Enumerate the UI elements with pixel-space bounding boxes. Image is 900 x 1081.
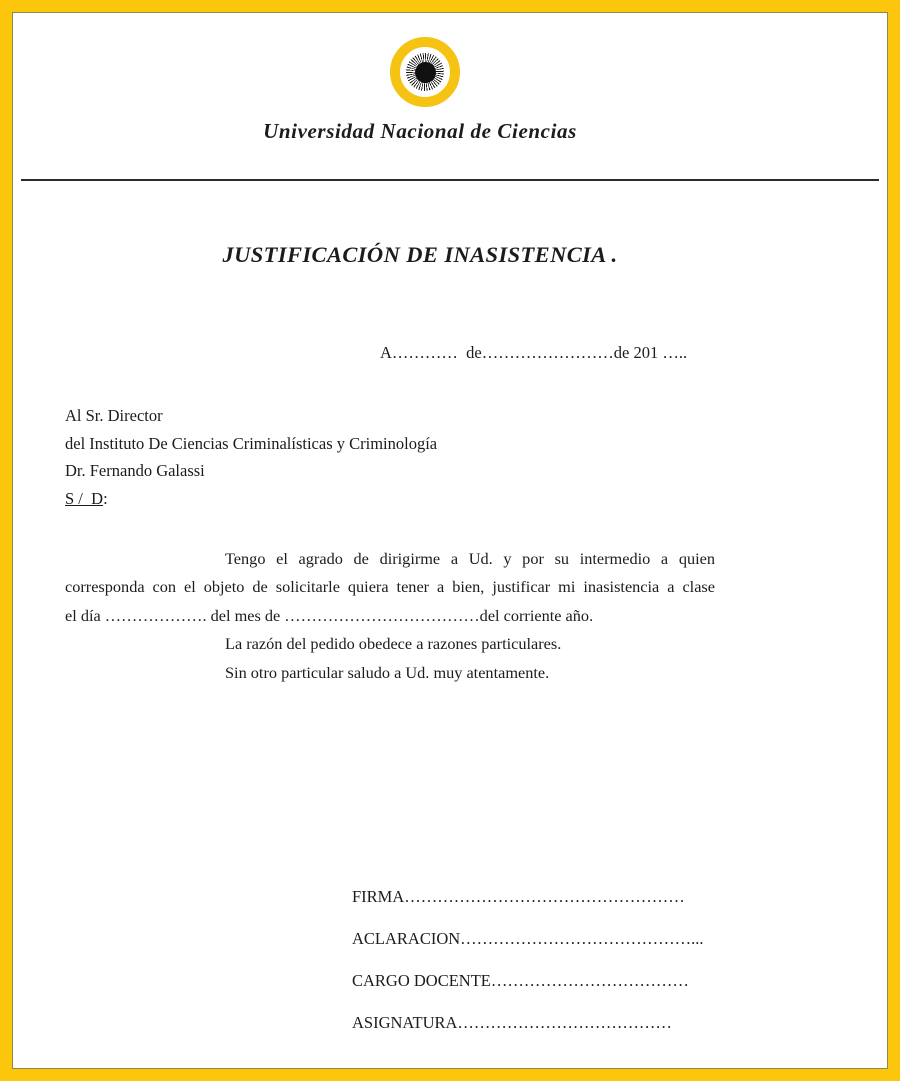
- date-fill-line: A………… de……………………de 201 …..: [380, 343, 688, 362]
- recipient-line: Al Sr. Director: [65, 406, 163, 425]
- body-line: corresponda con el objeto de solicitarle quiera tener a bien, justificar mi inasistencia a clase: [65, 577, 715, 597]
- recipient-block: [65, 402, 437, 512]
- header-divider: [21, 179, 879, 181]
- body-line: Sin otro particular saludo a Ud. muy atentamente.: [225, 662, 550, 682]
- recipient-line: del Instituto De Ciencias Criminalísticas y Criminología: [65, 433, 438, 453]
- document-page: [12, 12, 888, 1069]
- signature-fill-line-asignatura: ASIGNATURA…………………………………: [352, 1013, 672, 1032]
- letter-body: [65, 545, 715, 687]
- recipient-line: Dr. Fernando Galassi: [65, 461, 205, 481]
- salutation: S / D: [65, 488, 104, 508]
- signature-fill-line-cargo-docente: CARGO DOCENTE………………………………: [352, 971, 689, 990]
- body-line: el día ………………. del mes de ………………………………del corriente año.: [65, 605, 594, 625]
- signature-block: [352, 876, 704, 1044]
- body-line: Tengo el agrado de dirigirme a Ud. y por su intermedio a quien: [225, 549, 715, 568]
- body-line: La razón del pedido obedece a razones particulares.: [225, 634, 562, 654]
- signature-fill-line-aclaracion: ACLARACION……………………………………...: [352, 929, 704, 948]
- salutation-line: [65, 485, 437, 513]
- university-logo-icon: [390, 37, 460, 107]
- salutation-colon: :: [103, 488, 108, 508]
- document-title: JUSTIFICACIÓN DE INASISTENCIA .: [222, 242, 618, 267]
- sun-icon: [406, 53, 444, 91]
- university-name: Universidad Nacional de Ciencias: [263, 119, 577, 143]
- signature-fill-line-firma: FIRMA……………………………………………: [352, 887, 685, 906]
